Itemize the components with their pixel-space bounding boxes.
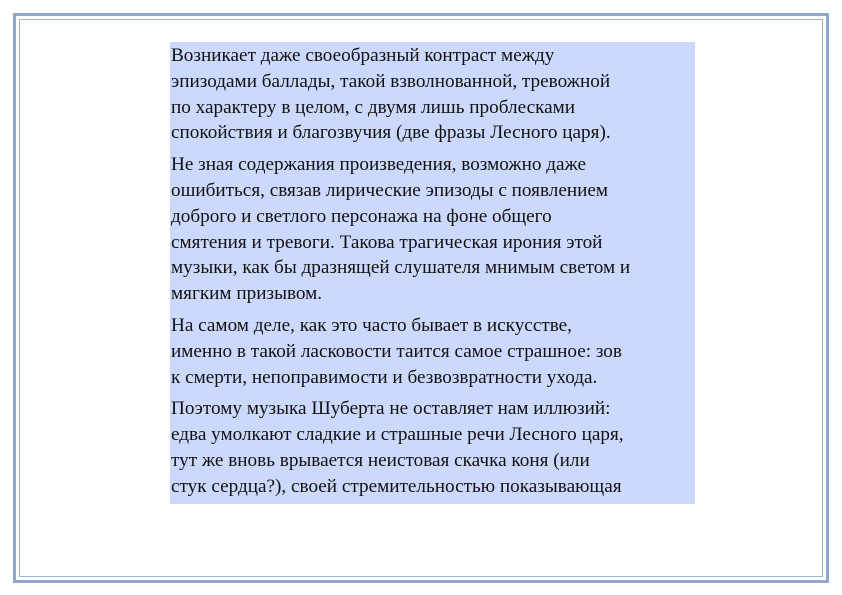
paragraph-2 bbox=[171, 152, 695, 307]
text-line: эпизодами баллады, такой взволнованной, тревожной bbox=[171, 70, 611, 92]
paragraph-4 bbox=[171, 396, 695, 499]
text-box bbox=[170, 42, 695, 504]
text-line: к смерти, непоправимости и безвозвратности ухода. bbox=[171, 366, 598, 388]
text-line: Возникает даже своеобразный контраст между bbox=[171, 45, 555, 66]
text-line: доброго и светлого персонажа на фоне общего bbox=[171, 205, 552, 227]
text-line: смятения и тревоги. Такова трагическая ирония этой bbox=[171, 231, 603, 253]
paragraph-1 bbox=[171, 43, 695, 146]
paragraph-3 bbox=[171, 313, 695, 390]
text-line: ошибиться, связав лирические эпизоды с появлением bbox=[171, 179, 609, 201]
text-line: тут же вновь врывается неистовая скачка коня (или bbox=[171, 449, 590, 471]
text-line: стук сердца?), своей стремительностью показывающая bbox=[171, 475, 622, 497]
text-line: по характеру в целом, с двумя лишь проблесками bbox=[171, 96, 576, 118]
text-line: спокойствия и благозвучия (две фразы Лесного царя). bbox=[171, 122, 611, 144]
text-line: едва умолкают сладкие и страшные речи Лесного царя, bbox=[171, 424, 624, 446]
text-line: музыки, как бы дразнящей слушателя мнимым светом и bbox=[171, 257, 631, 279]
text-line: Поэтому музыка Шуберта не оставляет нам иллюзий: bbox=[171, 398, 611, 420]
text-line: мягким призывом. bbox=[171, 283, 323, 305]
text-line: Не зная содержания произведения, возможно даже bbox=[171, 154, 587, 176]
text-line: На самом деле, как это часто бывает в искусстве, bbox=[171, 314, 572, 336]
text-line: именно в такой ласковости таится самое страшное: зов bbox=[171, 340, 622, 362]
